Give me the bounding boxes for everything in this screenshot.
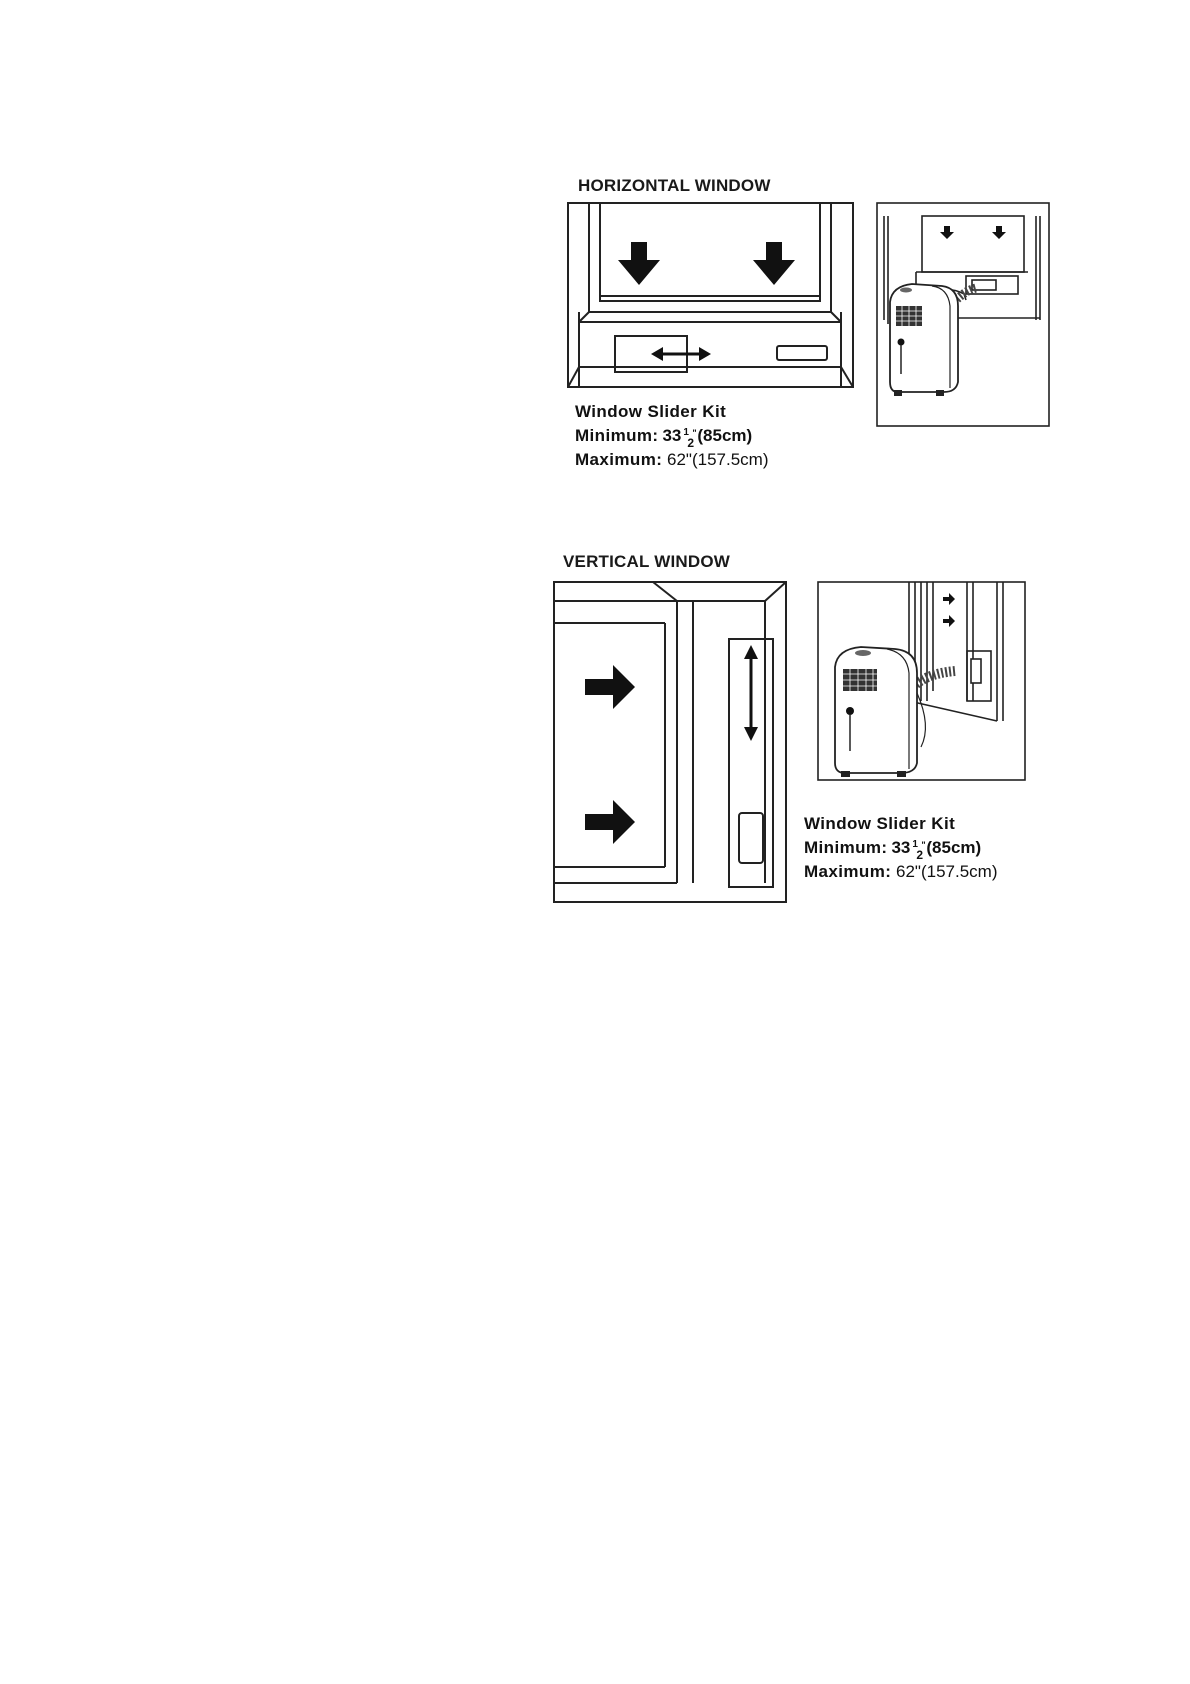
vertical-spec-block [804, 812, 997, 884]
portable-air-conditioner-icon [890, 284, 976, 396]
minimum-label: Minimum: [804, 838, 888, 857]
vertical-window-heading: VERTICAL WINDOW [563, 552, 731, 571]
minimum-label: Minimum: [575, 426, 659, 445]
maximum-value: 62"(157.5cm) [667, 450, 769, 469]
vertical-window-diagram [553, 581, 787, 904]
kit-label: Window Slider Kit [575, 402, 727, 421]
maximum-label: Maximum: [575, 450, 663, 469]
portable-air-conditioner-icon [835, 647, 955, 777]
horizontal-window-heading: HORIZONTAL WINDOW [578, 176, 771, 195]
minimum-whole: 33 [891, 838, 911, 857]
double-arrow-icon [651, 347, 711, 361]
minimum-fraction: 1 2 " [683, 427, 697, 450]
minimum-fraction: 1 2 " [912, 839, 926, 862]
arrow-icon [940, 226, 1006, 239]
horizontal-window-diagram [567, 202, 854, 389]
maximum-label: Maximum: [804, 862, 892, 881]
horizontal-install-illustration [876, 202, 1050, 427]
minimum-metric: (85cm) [926, 838, 982, 857]
minimum-whole: 33 [662, 426, 682, 445]
double-arrow-icon [744, 645, 758, 741]
maximum-value: 62"(157.5cm) [896, 862, 998, 881]
horizontal-spec-block [575, 400, 768, 472]
kit-label: Window Slider Kit [804, 814, 956, 833]
arrow-icon [943, 593, 955, 627]
vertical-install-illustration [817, 581, 1026, 781]
minimum-metric: (85cm) [697, 426, 753, 445]
arrow-icon [585, 665, 635, 844]
arrow-icon [618, 242, 795, 285]
